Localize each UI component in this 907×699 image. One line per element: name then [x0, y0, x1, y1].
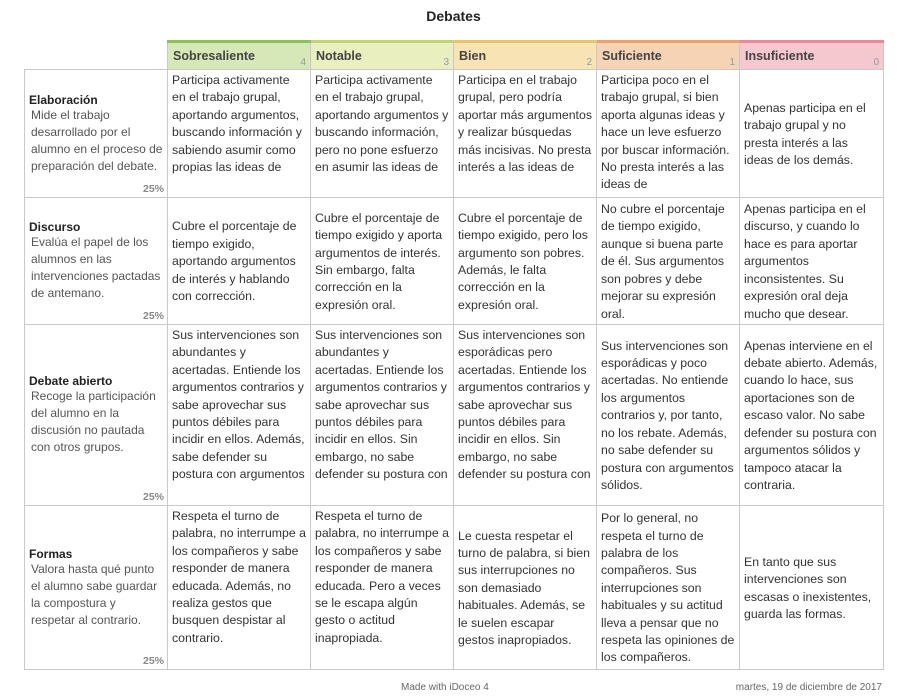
criterion-row-elaboracion [25, 70, 884, 198]
rubric-table [24, 40, 884, 670]
level-name: Insuficiente [745, 49, 815, 63]
criterion-row-formas [25, 506, 884, 670]
level-name: Bien [459, 49, 487, 63]
criterion-cell[interactable] [25, 325, 168, 506]
rubric-cell[interactable] [311, 325, 454, 506]
rubric-cell[interactable] [168, 70, 311, 198]
rubric-cell-text: Respeta el turno de palabra, no interrumpe a los compañeros y sabe responder de manera educada. Además, no realiza gestos que busquen despistar al contrario. [172, 509, 306, 645]
rubric-cell-text: Cubre el porcentaje de tiempo exigido y aporta argumentos de interés. Sin embargo, falta corrección en la expresión oral. [315, 210, 443, 312]
rubric-cell[interactable] [454, 506, 597, 670]
level-name: Suficiente [602, 49, 662, 63]
rubric-cell-text: Participa activamente en el trabajo grupal, aportando argumentos, buscando información y sabiendo asumir como propias las ideas de [172, 73, 302, 175]
rubric-cell[interactable] [740, 325, 884, 506]
rubric-cell-text: Cubre el porcentaje de tiempo exigido, pero los argumento son pobres. Además, le falta corrección en la expresión oral. [458, 210, 588, 312]
level-score: 3 [443, 57, 449, 68]
rubric-cell-text: No cubre el porcentaje de tiempo exigido, aunque si buena parte de él. Sus argumentos son pobres y debe mejorar su expresión oral. [601, 202, 725, 321]
criterion-weight: 25% [142, 310, 164, 322]
rubric-cell[interactable] [168, 198, 311, 325]
rubric-cell-text: Sus intervenciones son esporádicas y poco acertadas. No entiende los argumentos contrarios y, por tanto, no los rebate. Además, no sabe defender su postura con argumentos sólidos. [601, 338, 734, 492]
rubric-cell-text: Sus intervenciones son abundantes y acertadas. Entiende los argumentos contrarios y sabe aprovechar sus puntos débiles para incidir en ellos. Sin embargo, no sabe defender su postura con [315, 328, 448, 482]
rubric-cell[interactable] [597, 506, 740, 670]
rubric-cell-text: En tanto que sus intervenciones son escasas o inexistentes, guarda las formas. [744, 554, 872, 621]
level-header-suficiente[interactable] [597, 42, 740, 70]
rubric-cell[interactable] [740, 506, 884, 670]
criterion-name: Debate abierto [29, 374, 113, 388]
header-corner [25, 42, 168, 70]
level-score: 1 [729, 57, 735, 68]
rubric-cell[interactable] [597, 70, 740, 198]
rubric-cell[interactable] [597, 325, 740, 506]
rubric-cell-text: Apenas participa en el trabajo grupal y no presta interés a las ideas de los demás. [744, 100, 866, 167]
criterion-cell[interactable] [25, 198, 168, 325]
rubric-cell[interactable] [311, 70, 454, 198]
footer-made-with: Made with iDoceo 4 [401, 682, 489, 693]
level-header-notable[interactable] [311, 42, 454, 70]
rubric-cell-text: Le cuesta respetar el turno de palabra, si bien sus interrupciones no son demasiado habituales. Además, se le suelen escapar gestos inapropiados. [458, 528, 590, 648]
rubric-cell-text: Apenas participa en el discurso, y cuando lo hace es para aportar argumentos inconsistentes. Su expresión oral deja mucho que desear. [744, 202, 866, 321]
rubric-cell-text: Participa poco en el trabajo grupal, si bien aporta algunas ideas y hace un leve esfuerzo por buscar información. No presta interés a las ideas de [601, 73, 730, 192]
rubric-cell[interactable] [168, 325, 311, 506]
criterion-description: Mide el trabajo desarrollado por el alumno en el proceso de preparación del debate. [31, 107, 163, 173]
rubric-cell-text: Por lo general, no respeta el turno de palabra de los compañeros. Sus interrupciones son habituales y su actitud lleva a pensar que no respeta las opiniones de los compañeros. [601, 511, 735, 665]
rubric-cell[interactable] [740, 198, 884, 325]
criterion-description: Valora hasta qué punto el alumno sabe guardar la compostura y respetar al contrario. [31, 561, 158, 627]
level-score: 0 [873, 57, 879, 68]
rubric-cell[interactable] [740, 70, 884, 198]
criterion-name: Discurso [29, 220, 81, 234]
page-title: Debates [426, 8, 481, 24]
footer-date: martes, 19 de diciembre de 2017 [735, 682, 882, 693]
rubric-cell-text: Respeta el turno de palabra, no interrumpe a los compañeros y sabe responder de manera educada. Pero a veces se le escapa algún gesto o actitud inapropiada. [315, 509, 449, 645]
level-name: Notable [316, 49, 362, 63]
criterion-row-discurso [25, 198, 884, 325]
rubric-cell-text: Apenas interviene en el debate abierto. Además, cuando lo hace, sus aportaciones son de escaso valor. No sabe defender su postura con argumentos sólidos y tampoco atacar la contraria. [744, 338, 878, 492]
rubric-cell[interactable] [597, 198, 740, 325]
rubric-cell[interactable] [454, 325, 597, 506]
rubric-cell-text: Sus intervenciones son esporádicas pero acertadas. Entiende los argumentos contrarios y sabe aprovechar sus puntos débiles para incidir en ellos. Sin embargo, no sabe defender su postura con [458, 328, 591, 482]
criterion-row-debate-abierto [25, 325, 884, 506]
criterion-cell[interactable] [25, 70, 168, 198]
level-score: 4 [300, 57, 306, 68]
level-header-bien[interactable] [454, 42, 597, 70]
criterion-name: Elaboración [29, 92, 98, 107]
levels-header-row [25, 42, 884, 70]
level-score: 2 [586, 57, 592, 68]
criterion-weight: 25% [142, 655, 164, 667]
rubric-cell-text: Sus intervenciones son abundantes y acertadas. Entiende los argumentos contrarios y sabe aprovechar sus puntos débiles para incidir en ellos. Además, sabe defender su postura con argumentos [172, 328, 305, 482]
rubric-cell[interactable] [311, 506, 454, 670]
rubric-cell[interactable] [311, 198, 454, 325]
criterion-name: Formas [29, 546, 73, 561]
criterion-weight: 25% [142, 491, 164, 503]
rubric-cell-text: Participa activamente en el trabajo grupal, aportando argumentos y buscando información, pero no pone esfuerzo en asumir las ideas de [315, 73, 449, 175]
criterion-cell[interactable] [25, 506, 168, 670]
level-header-insuficiente[interactable] [740, 42, 884, 70]
criterion-description: Evalúa el papel de los alumnos en las intervenciones pactadas de antemano. [31, 235, 161, 300]
criterion-weight: 25% [142, 183, 164, 195]
rubric-cell[interactable] [168, 506, 311, 670]
level-header-sobresaliente[interactable] [168, 42, 311, 70]
rubric-cell[interactable] [454, 198, 597, 325]
rubric-cell-text: Participa en el trabajo grupal, pero podría aportar más argumentos y realizar búsquedas más incisivas. No presta interés a las ideas de [458, 73, 592, 175]
criterion-description: Recoge la participación del alumno en la discusión no pautada con otros grupos. [31, 389, 156, 454]
rubric-cell[interactable] [454, 70, 597, 198]
level-name: Sobresaliente [173, 49, 255, 63]
rubric-cell-text: Cubre el porcentaje de tiempo exigido, aportando argumentos de interés y hablando con corrección. [172, 219, 297, 304]
